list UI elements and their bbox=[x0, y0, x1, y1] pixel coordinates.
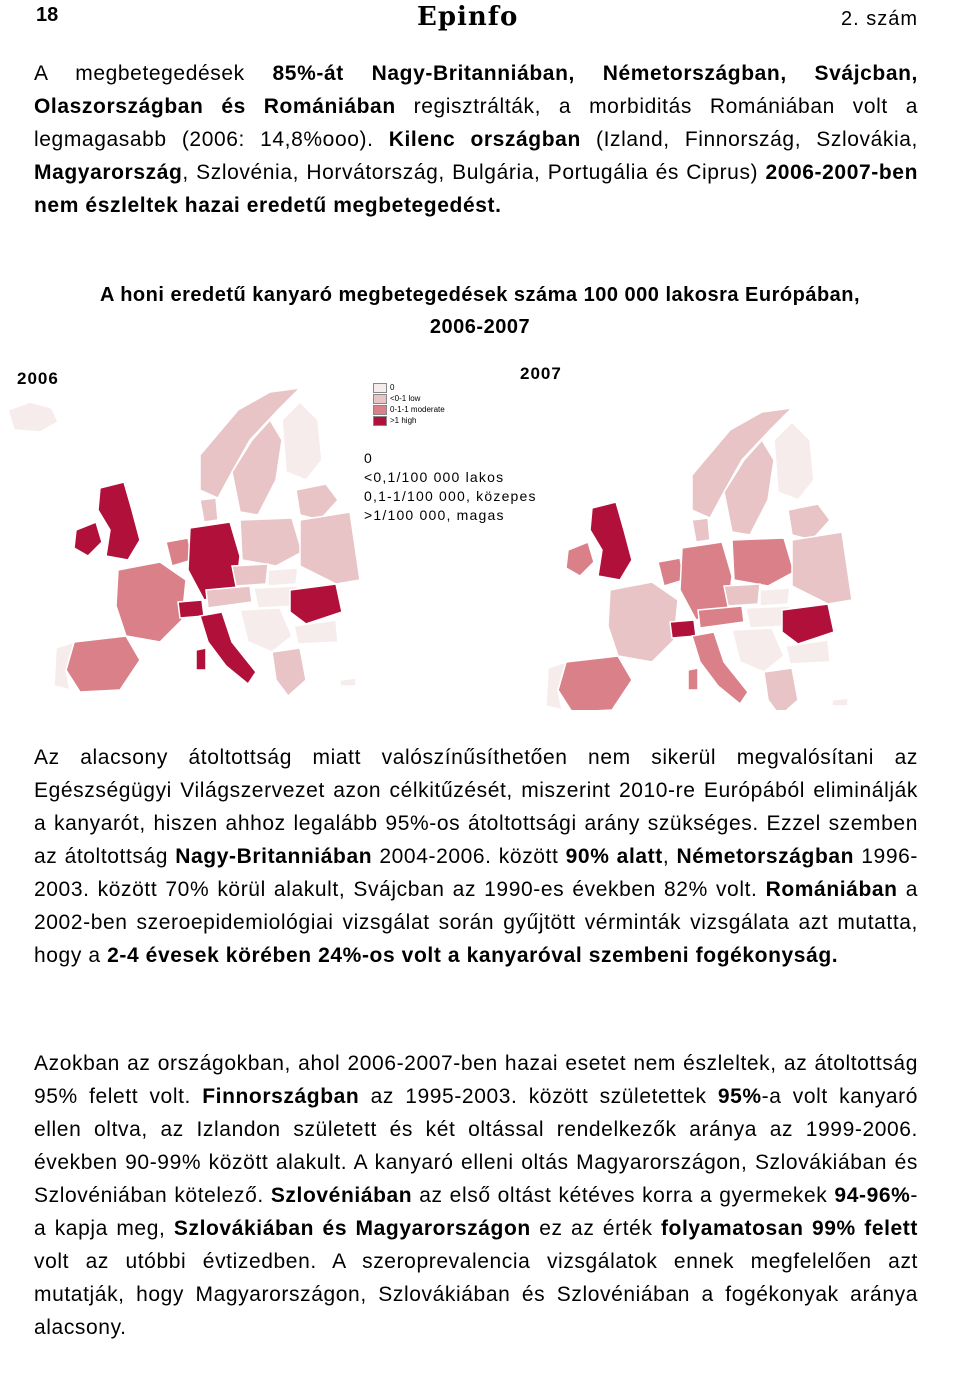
legend-small-1: <0-1 low bbox=[390, 394, 421, 403]
figure-title-years: 2006-2007 bbox=[429, 316, 531, 338]
page-number: 18 bbox=[36, 4, 59, 26]
map07-ireland bbox=[566, 542, 594, 576]
paragraph3-run: folyamatosan 99% felett bbox=[660, 1217, 918, 1240]
map07-uk bbox=[590, 502, 632, 580]
paragraph2-run: a 2002-ben szeroepidemiológiai vizsgálat során gyűjtött vérminták vizsgálata azt mutatta, hogy a bbox=[34, 878, 918, 967]
paragraph2-run: , bbox=[662, 845, 677, 868]
paragraph1-run: , Szlovénia, Horvátország, Bulgária, Portugália és Ciprus) bbox=[182, 161, 766, 184]
map-legend-small bbox=[373, 382, 445, 426]
paragraph-1 bbox=[34, 57, 918, 222]
paragraph2-run: Nagy-Britanniában bbox=[175, 845, 373, 868]
paragraph2-run: Az alacsony átoltottság miatt valószínűsíthetően nem sikerül megvalósítani az Egészségügyi Világszervezet azon célkitűzését, miszerint 2010-re Európából eliminálják a kanyarót, hiszen ahhoz legalább 95%-os átoltottsági arány szükséges. Ezzel szemben az átoltottság bbox=[34, 746, 918, 868]
map-2006-label: 2006 bbox=[17, 369, 59, 388]
europe-maps bbox=[0, 380, 960, 710]
paragraph3-run: Azokban az országokban, ahol 2006-2007-ben hazai esetet nem észleltek, az átoltottság 95% felett volt. bbox=[34, 1052, 918, 1108]
map-legend bbox=[364, 449, 537, 525]
map06-greece bbox=[272, 648, 306, 696]
figure-title: A honi eredetű kanyaró megbetegedések száma 100 000 lakosra Európában, bbox=[99, 284, 861, 306]
brand-logo: Epinfo bbox=[417, 2, 519, 32]
map06-romania bbox=[290, 584, 342, 624]
paragraph3-run: Finnországban bbox=[202, 1085, 360, 1108]
map06-cyprus bbox=[340, 678, 356, 686]
legend-item-3: >1/100 000, magas bbox=[364, 507, 505, 523]
map06-sardinia bbox=[196, 648, 206, 670]
map-2007-label: 2007 bbox=[520, 364, 562, 383]
map06-uk bbox=[98, 482, 140, 560]
map06-balkans bbox=[240, 608, 292, 652]
map07-sardinia bbox=[688, 668, 698, 690]
paragraph3-run: az 1995-2003. között születettek bbox=[359, 1085, 718, 1108]
legend-swatch-low bbox=[373, 394, 387, 404]
map06-czech bbox=[232, 564, 268, 586]
legend-small-2: 0-1-1 moderate bbox=[390, 405, 445, 414]
paragraph1-run: Magyarország bbox=[34, 161, 183, 184]
map06-iceland bbox=[8, 402, 58, 432]
legend-small-3: >1 high bbox=[390, 416, 417, 425]
paragraph2-run: Németországban bbox=[676, 845, 855, 868]
map06-ireland bbox=[74, 522, 102, 556]
issue-label: 2. szám bbox=[840, 8, 918, 30]
paragraph1-run: A megbetegedések bbox=[34, 62, 273, 85]
legend-item-1: <0,1/100 000 lakos bbox=[364, 469, 505, 485]
paragraph3-run: Szlovákiában és Magyarországon bbox=[173, 1217, 531, 1240]
paragraph-3 bbox=[34, 1047, 918, 1344]
legend-item-0: 0 bbox=[364, 450, 373, 466]
paragraph2-run: 1996-2003. között 70% körül alakult, Svájcban az 1990-es években 82% volt. bbox=[34, 845, 918, 901]
paragraph2-run: 90% alatt bbox=[565, 845, 663, 868]
map07-poland bbox=[732, 538, 794, 586]
map07-slovakia bbox=[760, 588, 790, 606]
map07-austria bbox=[698, 606, 744, 628]
paragraph3-run: -a volt kanyaró ellen oltva, az Izlandon született és két oltással rendelkezők aránya az 1999-2006. években 90-99% között alakult. A kanyaró elleni oltás Magyarországon, Szlovákiában és Szlovéniában kötelező. bbox=[34, 1085, 918, 1207]
map07-romania bbox=[782, 604, 834, 644]
paragraph1-run: 85%-át Nagy-Britanniában, Németországban, Svájcban, Olaszországban és Romániában bbox=[34, 62, 918, 118]
map07-finland bbox=[774, 422, 814, 500]
paragraph1-run: (Izland, Finnország, Szlovákia, bbox=[580, 128, 918, 151]
paragraph3-run: 95% bbox=[717, 1085, 762, 1108]
legend-swatch-high bbox=[373, 416, 387, 426]
legend-swatch-zero bbox=[373, 383, 387, 393]
paragraph3-run: ez az érték bbox=[530, 1217, 661, 1240]
legend-item-2: 0,1-1/100 000, közepes bbox=[364, 488, 537, 504]
legend-small-0: 0 bbox=[390, 383, 395, 392]
map07-cyprus bbox=[832, 698, 848, 706]
paragraph3-run: 94-96% bbox=[834, 1184, 911, 1207]
map06-poland bbox=[240, 518, 302, 566]
paragraph1-run: Kilenc országban bbox=[388, 128, 581, 151]
paragraph3-run: -a kapja meg, bbox=[34, 1184, 918, 1240]
paragraph1-run: regisztrálták, a morbiditás Romániában volt a legmagasabb (2006: 14,8%ooo). bbox=[34, 95, 918, 151]
map07-balkans bbox=[732, 628, 784, 672]
paragraph2-run: Romániában bbox=[765, 878, 898, 901]
paragraph3-run: az első oltást kétéves korra a gyermekek bbox=[412, 1184, 835, 1207]
paragraph2-run: 2004-2006. között bbox=[372, 845, 566, 868]
map06-slovakia bbox=[268, 568, 298, 586]
paragraph-2 bbox=[34, 741, 918, 972]
paragraph1-run: 2006-2007-ben nem észleltek hazai eredetű megbetegedést. bbox=[34, 161, 918, 217]
map07-bulgaria bbox=[786, 640, 830, 664]
map06-east bbox=[300, 512, 360, 584]
map07-france bbox=[608, 582, 678, 662]
map06-bulgaria bbox=[294, 620, 338, 644]
map06-denmark bbox=[200, 498, 218, 522]
map06-spain bbox=[66, 636, 140, 692]
map-2006 bbox=[8, 388, 360, 696]
page-header bbox=[0, 0, 960, 40]
map07-czech bbox=[724, 584, 760, 606]
map07-greece bbox=[764, 668, 798, 710]
paragraph3-run: volt az utóbbi évtizedben. A szeroprevalencia vizsgálatok ennek megfelelően azt mutatják, hogy Magyarországon, Szlovákiában és Szlovéniában a fogékonyak aránya alacsony. bbox=[34, 1250, 918, 1339]
map06-austria bbox=[206, 586, 252, 608]
map06-finland bbox=[282, 402, 322, 480]
legend-swatch-moderate bbox=[373, 405, 387, 415]
map07-denmark bbox=[692, 518, 710, 542]
map06-france bbox=[116, 562, 186, 642]
paragraph2-run: 2-4 évesek körében 24%-os volt a kanyaróval szembeni fogékonyság. bbox=[107, 944, 839, 967]
map-2007 bbox=[546, 408, 852, 710]
paragraph3-run: Szlovéniában bbox=[270, 1184, 413, 1207]
map07-spain bbox=[558, 656, 632, 710]
map07-east bbox=[792, 532, 852, 604]
